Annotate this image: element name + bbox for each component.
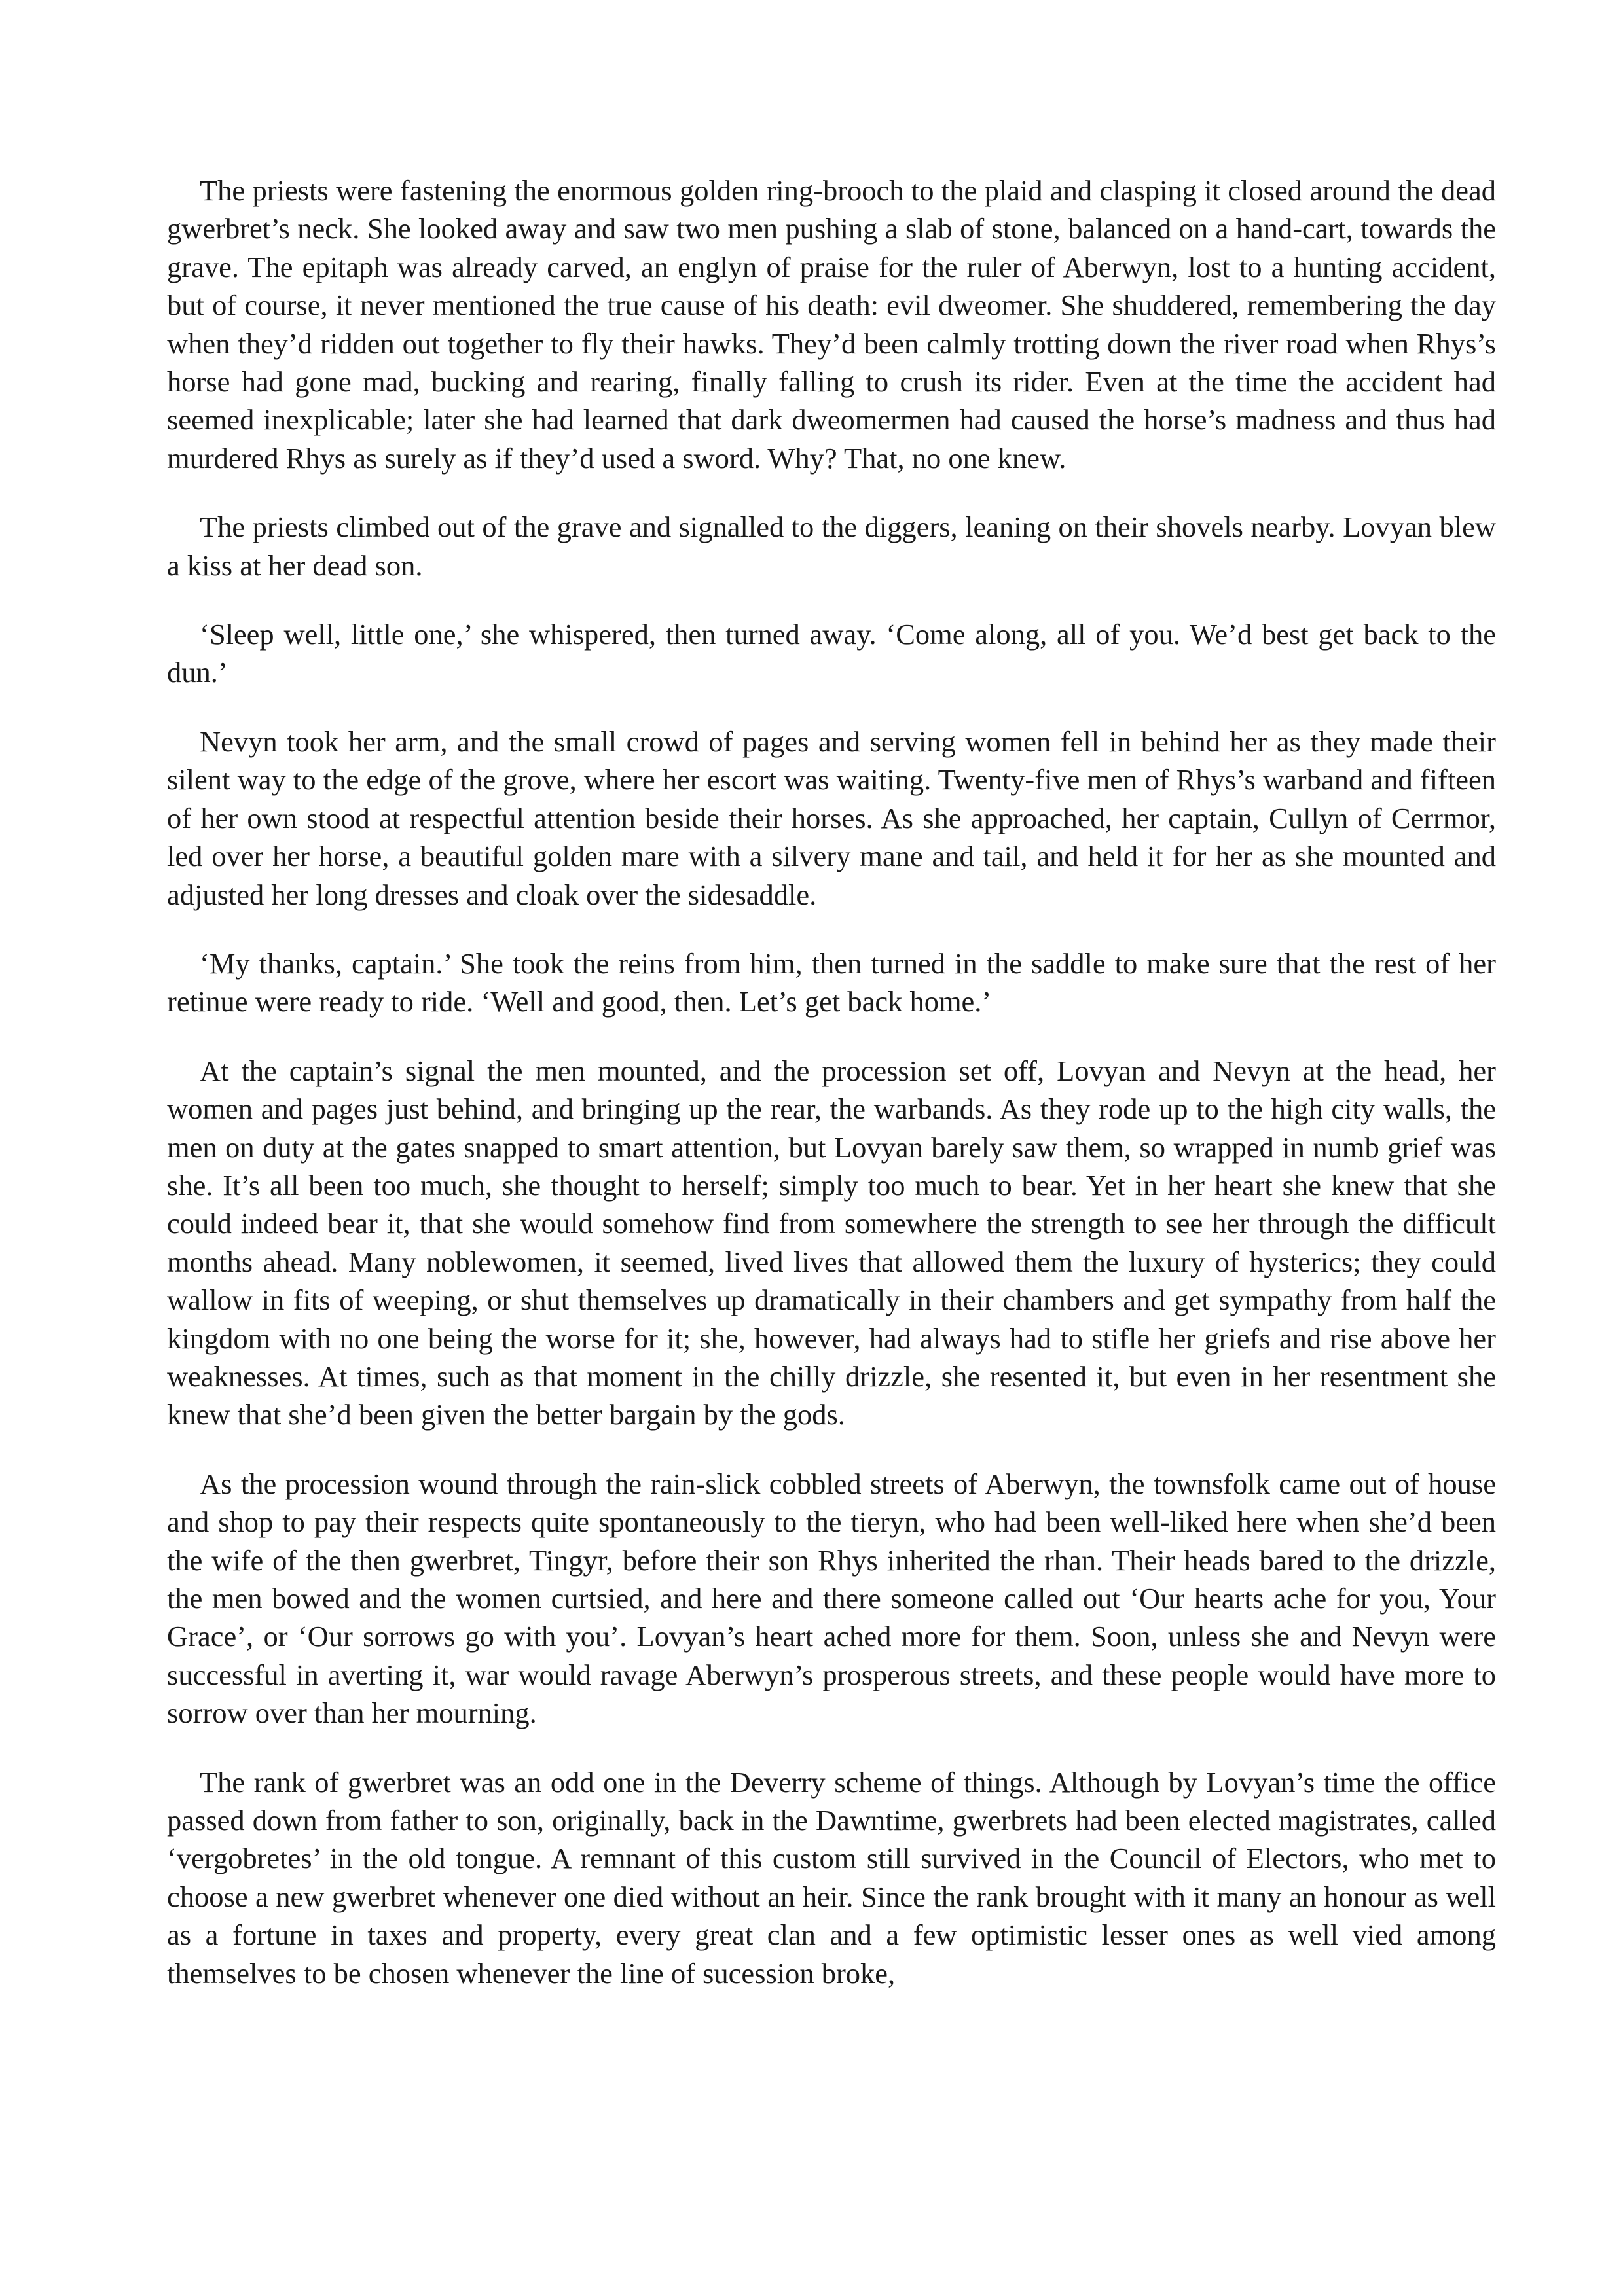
paragraph-5: ‘My thanks, captain.’ She took the reins from him, then turned in the saddle to make sure that the rest of her retinue were ready to ride. ‘Well and good, then. Let’s get back home.’ [167, 946, 1496, 1018]
paragraph-2: The priests climbed out of the grave and signalled to the diggers, leaning on their shovels nearby. Lovyan blew a kiss at her dead son. [167, 511, 1496, 582]
paragraph-1: The priests were fastening the enormous golden ring-brooch to the plaid and clasping it closed around the dead gwerbret’s neck. She looked away and saw two men pushing a slab of stone, balanced on a hand-cart, towards the grave. The epitaph was already carved, an englyn of praise for the ruler of Aberwyn, lost to a hunting accident, but of course, it never mentioned the true cause of his death: evil dweomer. She shuddered, remembering the day when they’d ridden out together to fly their hawks. They’d been calmly trotting down the river road when Rhys’s horse had gone mad, bucking and rearing, finally falling to crush its rider. Even at the time the accident had seemed inexplicable; later she had learned that dark dweomermen had caused the horse’s madness and thus had murdered Rhys as surely as if they’d used a sword. Why? That, no one knew. [167, 174, 1496, 475]
paragraph-7: As the procession wound through the rain-slick cobbled streets of Aberwyn, the townsfolk came out of house and shop to pay their respects quite spontaneously to the tieryn, who had been well-liked here when she’d been the wife of the then gwerbret, Tingyr, before their son Rhys inherited the rhan. Their heads bared to the drizzle, the men bowed and the women curtsied, and here and there someone called out ‘Our hearts ache for you, Your Grace’, or ‘Our sorrows go with you’. Lovyan’s heart ached more for them. Soon, unless she and Nevyn were successful in averting it, war would ravage Aberwyn’s prosperous streets, and these people would have more to sorrow over than her mourning. [167, 1467, 1496, 1730]
paragraph-6: At the captain’s signal the men mounted, and the procession set off, Lovyan and Nevyn at the head, her women and pages just behind, and bringing up the rear, the warbands. As they rode up to the high city walls, the men on duty at the gates snapped to smart attention, but Lovyan barely saw them, so wrapped in numb grief was she. It’s all been too much, she thought to herself; simply too much to bear. Yet in her heart she knew that she could indeed bear it, that she would somehow find from somewhere the strength to see her through the difficult months ahead. Many noblewomen, it seemed, lived lives that allowed them the luxury of hysterics; they could wallow in fits of weeping, or shut themselves up dramatically in their chambers and get sympathy from half the kingdom with no one being the worse for it; she, however, had always had to stifle her griefs and rise above her weaknesses. At times, such as that moment in the chilly drizzle, she resented it, but even in her resentment she knew that she’d been given the better bargain by the gods. [167, 1054, 1496, 1431]
paragraph-3: ‘Sleep well, little one,’ she whispered, then turned away. ‘Come along, all of you. We’d best get back to the dun.’ [167, 618, 1496, 689]
paragraph-4: Nevyn took her arm, and the small crowd of pages and serving women fell in behind her as they made their silent way to the edge of the grove, where her escort was waiting. Twenty-five men of Rhys’s warband and fifteen of her own stood at respectful attention beside their horses. As she approached, her captain, Cullyn of Cerrmor, led over her horse, a beautiful golden mare with a silvery mane and tail, and held it for her as she mounted and adjusted her long dresses and cloak over the sidesaddle. [167, 725, 1496, 911]
book-page [167, 171, 1496, 1992]
paragraph-8: The rank of gwerbret was an odd one in the Deverry scheme of things. Although by Lovyan’s time the office passed down from father to son, originally, back in the Dawntime, gwerbrets had been elected magistrates, called ‘vergobretes’ in the old tongue. A remnant of this custom still survived in the Council of Electors, who met to choose a new gwerbret whenever one died without an heir. Since the rank brought with it many an honour as well as a fortune in taxes and property, every great clan and a few optimistic lesser ones as well vied among themselves to be chosen whenever the line of sucession broke, [167, 1765, 1496, 1990]
